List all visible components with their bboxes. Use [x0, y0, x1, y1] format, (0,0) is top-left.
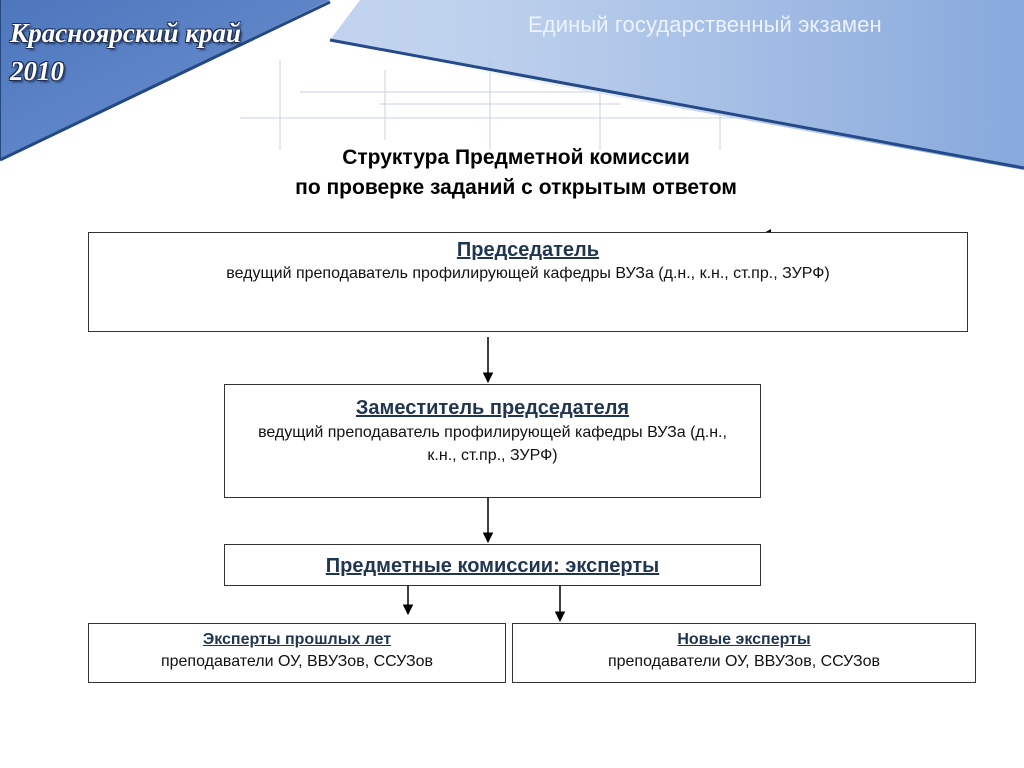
- deputy-description: ведущий преподаватель профилирующей кафедры ВУЗа (д.н., к.н., ст.пр., ЗУРФ): [258, 424, 727, 464]
- exam-title: Единый государственный экзамен: [528, 12, 882, 37]
- region-title: [10, 14, 241, 90]
- past-experts-heading: Эксперты прошлых лет: [202, 631, 392, 648]
- deputy-heading: Заместитель председателя: [355, 397, 630, 419]
- chair-box: [88, 232, 968, 332]
- diagram-title-line1: Структура Предметной комиссии: [342, 146, 690, 169]
- diagram-title-line2: по проверке заданий с открытым ответом: [295, 176, 737, 199]
- chair-description: ведущий преподаватель профилирующей кафедры ВУЗа (д.н., к.н., ст.пр., ЗУРФ): [226, 265, 830, 282]
- chair-heading: Председатель: [456, 239, 600, 261]
- region-name: Красноярский край: [10, 18, 241, 48]
- new-experts-description: преподаватели ОУ, ВВУЗов, ССУЗов: [607, 653, 881, 670]
- region-year: 2010: [10, 56, 64, 86]
- commissions-box: [224, 544, 761, 586]
- past-experts-box: [88, 623, 506, 683]
- deputy-box: [224, 384, 761, 498]
- diagram-title: [0, 143, 1024, 203]
- new-experts-heading: Новые эксперты: [677, 631, 811, 648]
- commissions-heading: Предметные комиссии: эксперты: [325, 555, 660, 577]
- new-experts-box: [512, 623, 976, 683]
- past-experts-description: преподаватели ОУ, ВВУЗов, ССУЗов: [160, 653, 434, 670]
